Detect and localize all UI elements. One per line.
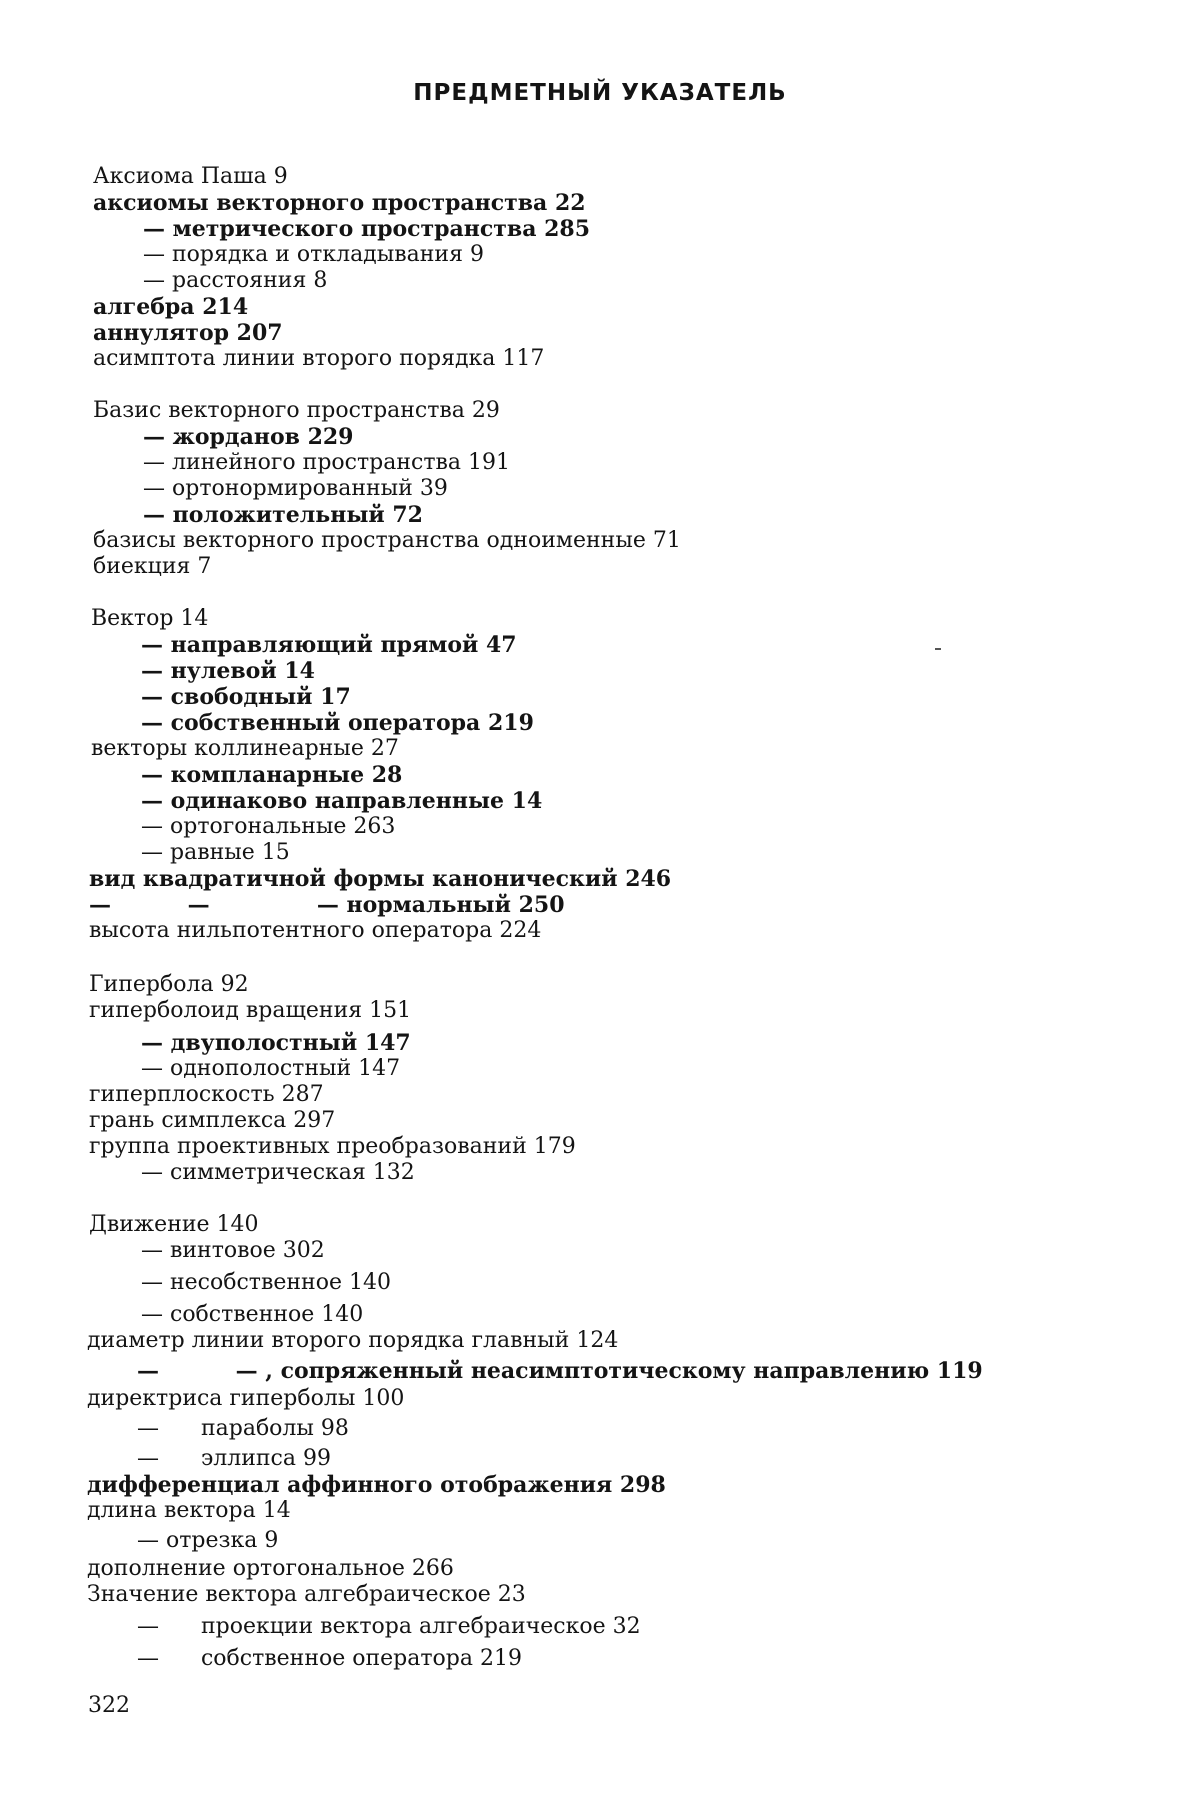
index-subentry: — ортонормированный 39 bbox=[143, 476, 448, 501]
index-subentry: — метрического пространства 285 bbox=[143, 216, 591, 242]
index-entry: асимптота линии второго порядка 117 bbox=[93, 346, 545, 371]
index-subentry: — линейного пространства 191 bbox=[143, 450, 510, 475]
index-entry: Вектор 14 bbox=[91, 606, 209, 631]
index-subentry: — собственный оператора 219 bbox=[141, 710, 534, 736]
index-subentry: — нулевой 14 bbox=[141, 658, 315, 684]
index-subentry: — однополостный 147 bbox=[141, 1056, 401, 1081]
index-subentry: — жорданов 229 bbox=[143, 424, 354, 450]
index-entry: группа проективных преобразований 179 bbox=[89, 1134, 576, 1159]
index-entry: Гипербола 92 bbox=[89, 972, 249, 997]
index-entry: биекция 7 bbox=[93, 554, 212, 579]
index-subentry: — винтовое 302 bbox=[141, 1238, 325, 1263]
index-entry: дифференциал аффинного отображения 298 bbox=[87, 1472, 666, 1498]
index-entry: длина вектора 14 bbox=[87, 1498, 291, 1523]
index-entry: диаметр линии второго порядка главный 124 bbox=[87, 1328, 619, 1353]
index-entry: вид квадратичной формы канонический 246 bbox=[89, 866, 672, 892]
index-entry: гиперболоид вращения 151 bbox=[89, 998, 412, 1023]
index-subentry: — расстояния 8 bbox=[143, 268, 328, 293]
page-title: ПРЕДМЕТНЫЙ УКАЗАТЕЛЬ bbox=[413, 80, 787, 106]
index-entry: алгебра 214 bbox=[93, 294, 249, 320]
index-entry: директриса гиперболы 100 bbox=[87, 1386, 405, 1411]
index-entry: базисы векторного пространства одноименные 71 bbox=[93, 528, 681, 553]
index-subentry: — компланарные 28 bbox=[141, 762, 403, 788]
index-subentry: — ортогональные 263 bbox=[141, 814, 396, 839]
index-entry: Базис векторного пространства 29 bbox=[93, 398, 500, 423]
index-subentry: — одинаково направленные 14 bbox=[141, 788, 543, 814]
index-subentry: — проекции вектора алгебраическое 32 bbox=[137, 1614, 641, 1639]
index-entry: аксиомы векторного пространства 22 bbox=[93, 190, 586, 216]
index-entry: Аксиома Паша 9 bbox=[93, 164, 288, 189]
index-entry: дополнение ортогональное 266 bbox=[87, 1556, 454, 1581]
page-number: 322 bbox=[88, 1693, 130, 1718]
index-entry: грань симплекса 297 bbox=[89, 1108, 336, 1133]
index-entry: аннулятор 207 bbox=[93, 320, 283, 346]
index-entry: Движение 140 bbox=[89, 1212, 259, 1237]
index-subentry: — собственное оператора 219 bbox=[137, 1646, 522, 1671]
index-subentry: — эллипса 99 bbox=[137, 1446, 331, 1471]
index-entry: векторы коллинеарные 27 bbox=[91, 736, 399, 761]
index-subentry: — свободный 17 bbox=[141, 684, 351, 710]
index-entry: высота нильпотентного оператора 224 bbox=[89, 918, 542, 943]
index-subentry: — направляющий прямой 47 bbox=[141, 632, 517, 658]
index-entry: Значение вектора алгебраическое 23 bbox=[87, 1582, 526, 1607]
index-subentry: — — — нормальный 250 bbox=[89, 892, 565, 918]
index-subentry: — порядка и откладывания 9 bbox=[143, 242, 484, 267]
index-subentry: — симметрическая 132 bbox=[141, 1160, 415, 1185]
index-subentry: — отрезка 9 bbox=[137, 1528, 279, 1553]
index-subentry: — положительный 72 bbox=[143, 502, 423, 528]
index-subentry: — — , сопряженный неасимптотическому направлению 119 bbox=[137, 1358, 983, 1384]
print-speck bbox=[935, 648, 941, 650]
index-subentry: — параболы 98 bbox=[137, 1416, 349, 1441]
index-subentry: — равные 15 bbox=[141, 840, 290, 865]
index-subentry: — двуполостный 147 bbox=[141, 1030, 411, 1056]
index-subentry: — собственное 140 bbox=[141, 1302, 364, 1327]
index-subentry: — несобственное 140 bbox=[141, 1270, 391, 1295]
index-entry: гиперплоскость 287 bbox=[89, 1082, 324, 1107]
